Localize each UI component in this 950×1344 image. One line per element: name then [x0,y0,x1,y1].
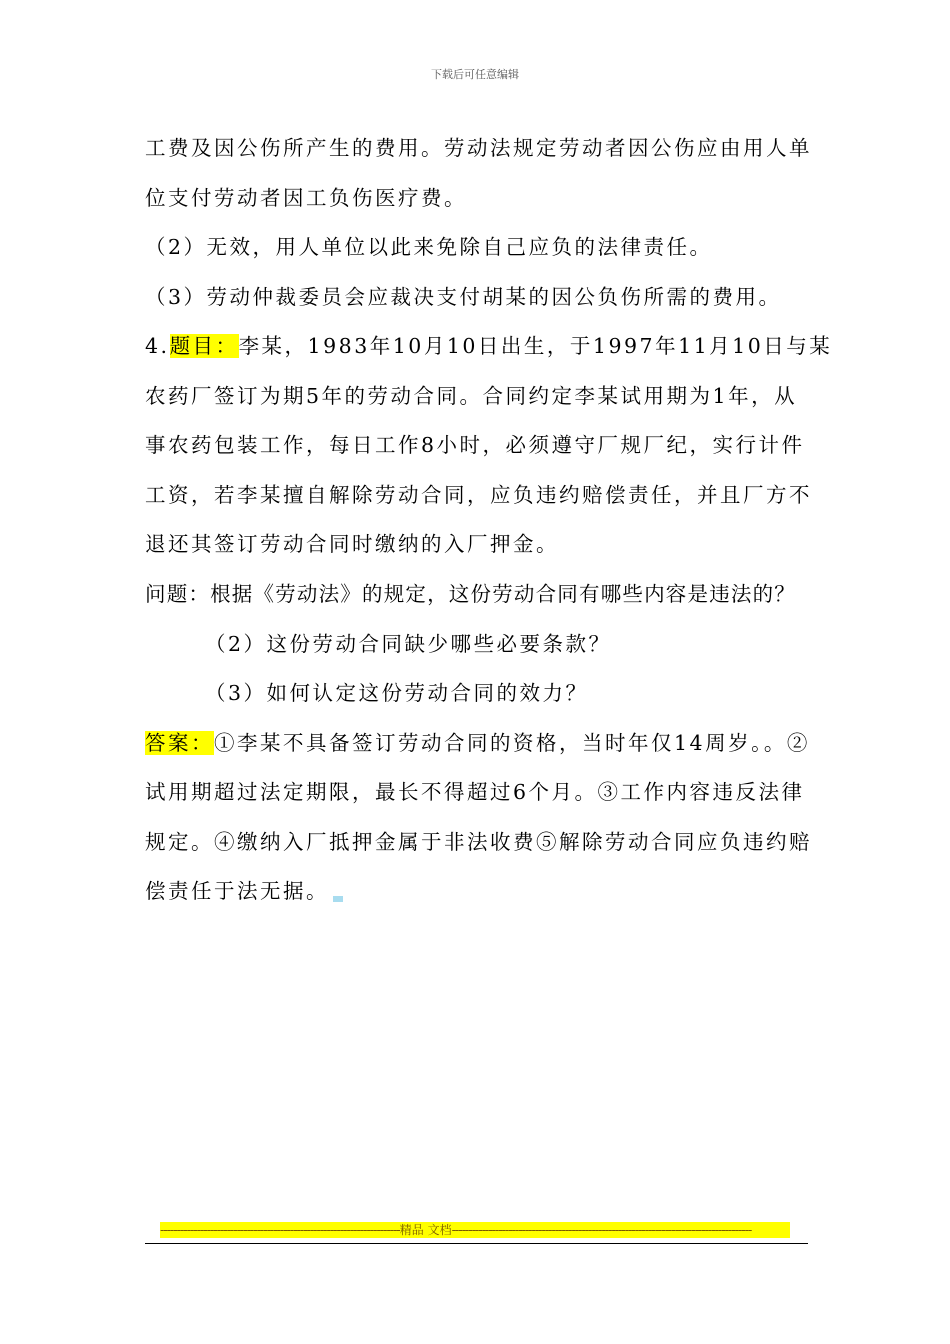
paragraph-line [145,877,810,905]
question-number: 4. [145,334,170,358]
footer-dashes-right: ------------------------------------------------------------------------------------------ [451,1223,752,1237]
footer-dashes-left: ------------------------------------------------------------------------ [160,1223,400,1237]
paragraph-line: 农药厂签订为期5年的劳动合同。合同约定李某试用期为1年，从 [145,384,798,408]
text-cursor-mark [333,896,343,902]
page-header: 下载后可任意编辑 [431,68,519,81]
answer-label: 答案： [145,731,214,755]
answer-line [145,729,810,757]
paragraph-line: （2）无效，用人单位以此来免除自己应负的法律责任。 [145,235,713,259]
paragraph-line: （3）劳动仲裁委员会应裁决支付胡某的因公负伤所需的费用。 [145,285,782,309]
paragraph-line: 位支付劳动者因工负伤医疗费。 [145,186,467,210]
paragraph-line: 规定。④缴纳入厂抵押金属于非法收费⑤解除劳动合同应负违约赔 [145,830,812,854]
paragraph-line: 工费及因公伤所产生的费用。劳动法规定劳动者因公伤应由用人单 [145,136,812,160]
problem-line: 问题：根据《劳动法》的规定，这份劳动合同有哪些内容是违法的？ [145,582,796,606]
paragraph-line: 事农药包装工作，每日工作8小时，必须遵守厂规厂纪，实行计件 [145,433,805,457]
answer-text: ①李某不具备签订劳动合同的资格，当时年仅14周岁。。② [214,731,810,755]
question-text: 李某，1983年10月10日出生，于1997年11月10日与某 [238,334,833,358]
final-line-text: 偿责任于法无据。 [145,879,329,903]
paragraph-line: 退还其签订劳动合同时缴纳的入厂押金。 [145,532,559,556]
footer-banner [160,1222,790,1238]
paragraph-line: 工资，若李某擅自解除劳动合同，应负违约赔偿责任，并且厂方不 [145,483,812,507]
question-label: 题目： [169,334,239,358]
sub-question-line: （2）这份劳动合同缺少哪些必要条款？ [205,632,612,656]
paragraph-line: 试用期超过法定期限，最长不得超过6个月。③工作内容违反法律 [145,780,805,804]
question-line [145,332,833,360]
footer-label: 精品 文档 [399,1223,452,1237]
sub-question-line: （3）如何认定这份劳动合同的效力？ [205,681,589,705]
footer-rule [145,1243,808,1244]
